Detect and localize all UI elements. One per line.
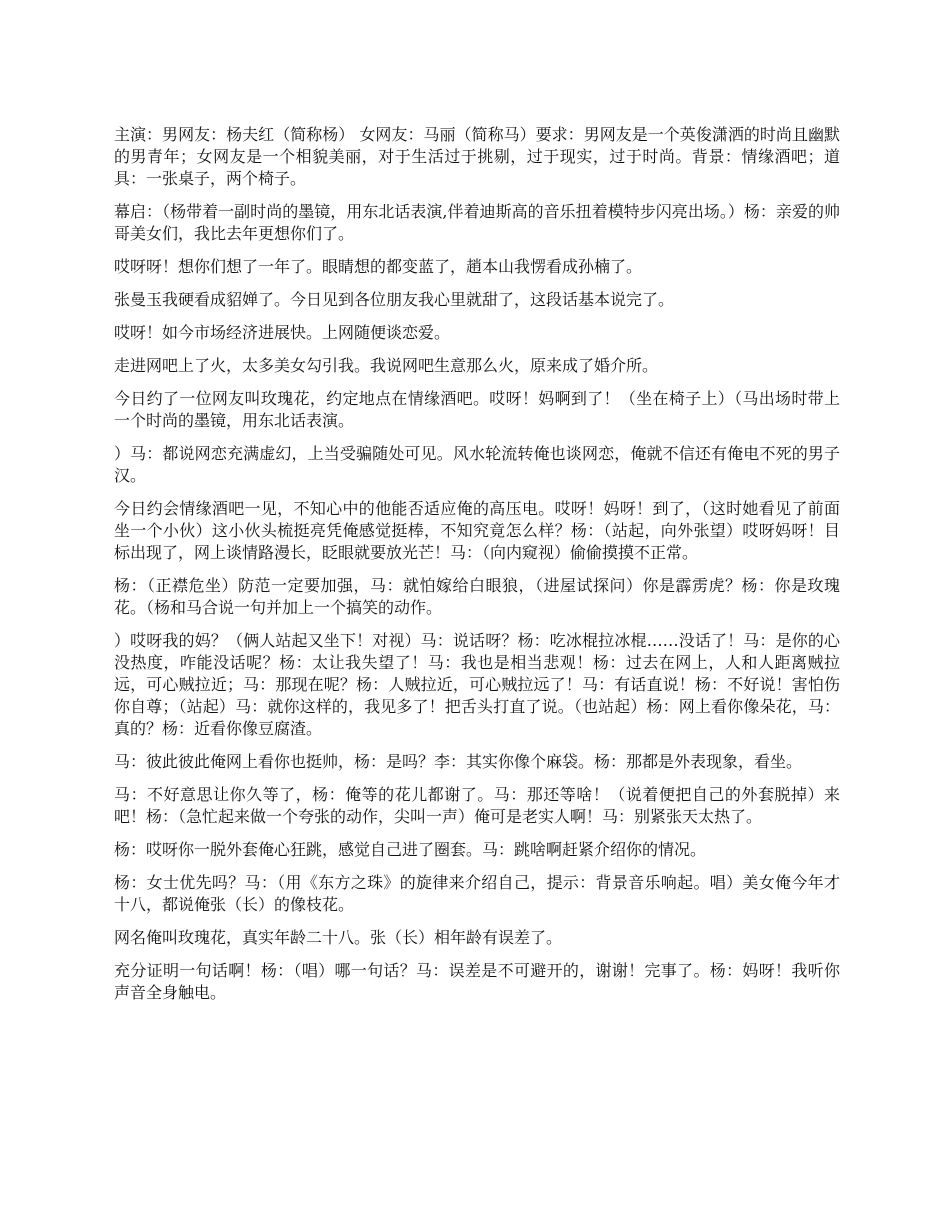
paragraph: 哎呀呀！想你们想了一年了。眼睛想的都变蓝了，趙本山我愣看成孙楠了。 [114, 257, 643, 276]
paragraph: 充分证明一句话啊！杨：（唱）哪一句话？马：误差是不可避开的，谢谢！完事了。杨：妈呀！我听你声音全身触电。 [114, 961, 840, 1002]
paragraph: 网名俺叫玫瑰花，真实年龄二十八。张（长）相年龄有误差了。 [114, 928, 563, 947]
paragraph: 主演：男网友：杨夫红（简称杨） 女网友：马丽（简称马）要求：男网友是一个英俊潇洒的时尚且幽默的男青年；女网友是一个相貌美丽，对于生活过于挑剔，过于现实，过于时尚。背景：情缘酒吧；道具：一张桌子，两个椅子。 [114, 125, 840, 188]
paragraph: 杨：女士优先吗？马：（用《东方之珠》的旋律来介绍自己，提示：背景音乐响起。唱）美女俺今年才十八，都说俺张（长）的像枝花。 [114, 873, 840, 914]
paragraph: 走进网吧上了火，太多美女勾引我。我说网吧生意那么火，原来成了婚介所。 [114, 356, 659, 375]
paragraph: 杨：哎呀你一脱外套俺心狂跳，感觉自己进了圈套。马：跳啥啊赶紧介绍你的情况。 [114, 840, 707, 859]
paragraph: 马：彼此彼此俺网上看你也挺帅，杨：是吗？李：其实你像个麻袋。杨：那都是外表现象，看坐。 [114, 752, 803, 771]
paragraph: ）哎呀我的妈？（俩人站起又坐下！对视）马：说话呀？杨：吃冰棍拉冰棍……没话了！马：是你的心没热度，咋能没话呢？杨：太让我失望了！马：我也是相当悲观！杨：过去在网上，人和人距离贼拉远，可心贼拉近；马：那现在呢？杨：人贼拉近，可心贼拉远了！马：有话直说！杨：不好说！害怕伤你自尊；（站起）马：就你这样的，我见多了！把舌头打直了说。（也站起）杨：网上看你像朵花，马：真的？杨：近看你像豆腐渣。 [114, 631, 840, 738]
paragraph: 幕启：（杨带着一副时尚的墨镜，用东北话表演,伴着迪斯高的音乐扭着模特步闪亮出场。）杨：亲爱的帅哥美女们，我比去年更想你们了。 [114, 202, 840, 243]
paragraph: 今日约会情缘酒吧一见，不知心中的他能否适应俺的高压电。哎呀！妈呀！到了，（这时她看见了前面坐一个小伙）这小伙头梳挺亮凭俺感觉挺棒，不知究竟怎么样？杨：（站起，向外张望）哎呀妈呀！目标出现了，网上谈情路漫长，眨眼就要放光芒！马：（向内窥视）偷偷摸摸不正常。 [114, 499, 840, 562]
paragraph: 马：不好意思让你久等了，杨：俺等的花儿都谢了。马：那还等啥！（说着便把自己的外套脱掉）来吧！杨：（急忙起来做一个夸张的动作，尖叫一声）俺可是老实人啊！马：别紧张天太热了。 [114, 785, 840, 826]
paragraph: 杨：（正襟危坐）防范一定要加强，马：就怕嫁给白眼狼，（进屋试探问）你是霹雳虎？杨：你是玫瑰花。（杨和马合说一句并加上一个搞笑的动作。 [114, 576, 840, 617]
paragraph: 张曼玉我硬看成貂婵了。今日见到各位朋友我心里就甜了，这段话基本说完了。 [114, 290, 675, 309]
paragraph: ）马：都说网恋充满虚幻，上当受骗随处可见。风水轮流转俺也谈网恋，俺就不信还有俺电不死的男子汉。 [114, 444, 840, 485]
paragraph: 哎呀！如今市场经济进展快。上网随便谈恋爱。 [114, 323, 451, 342]
paragraph: 今日约了一位网友叫玫瑰花，约定地点在情缘酒吧。哎呀！妈啊到了！（坐在椅子上）（马出场时带上一个时尚的墨镜，用东北话表演。 [114, 389, 840, 430]
document-body [114, 124, 840, 1015]
